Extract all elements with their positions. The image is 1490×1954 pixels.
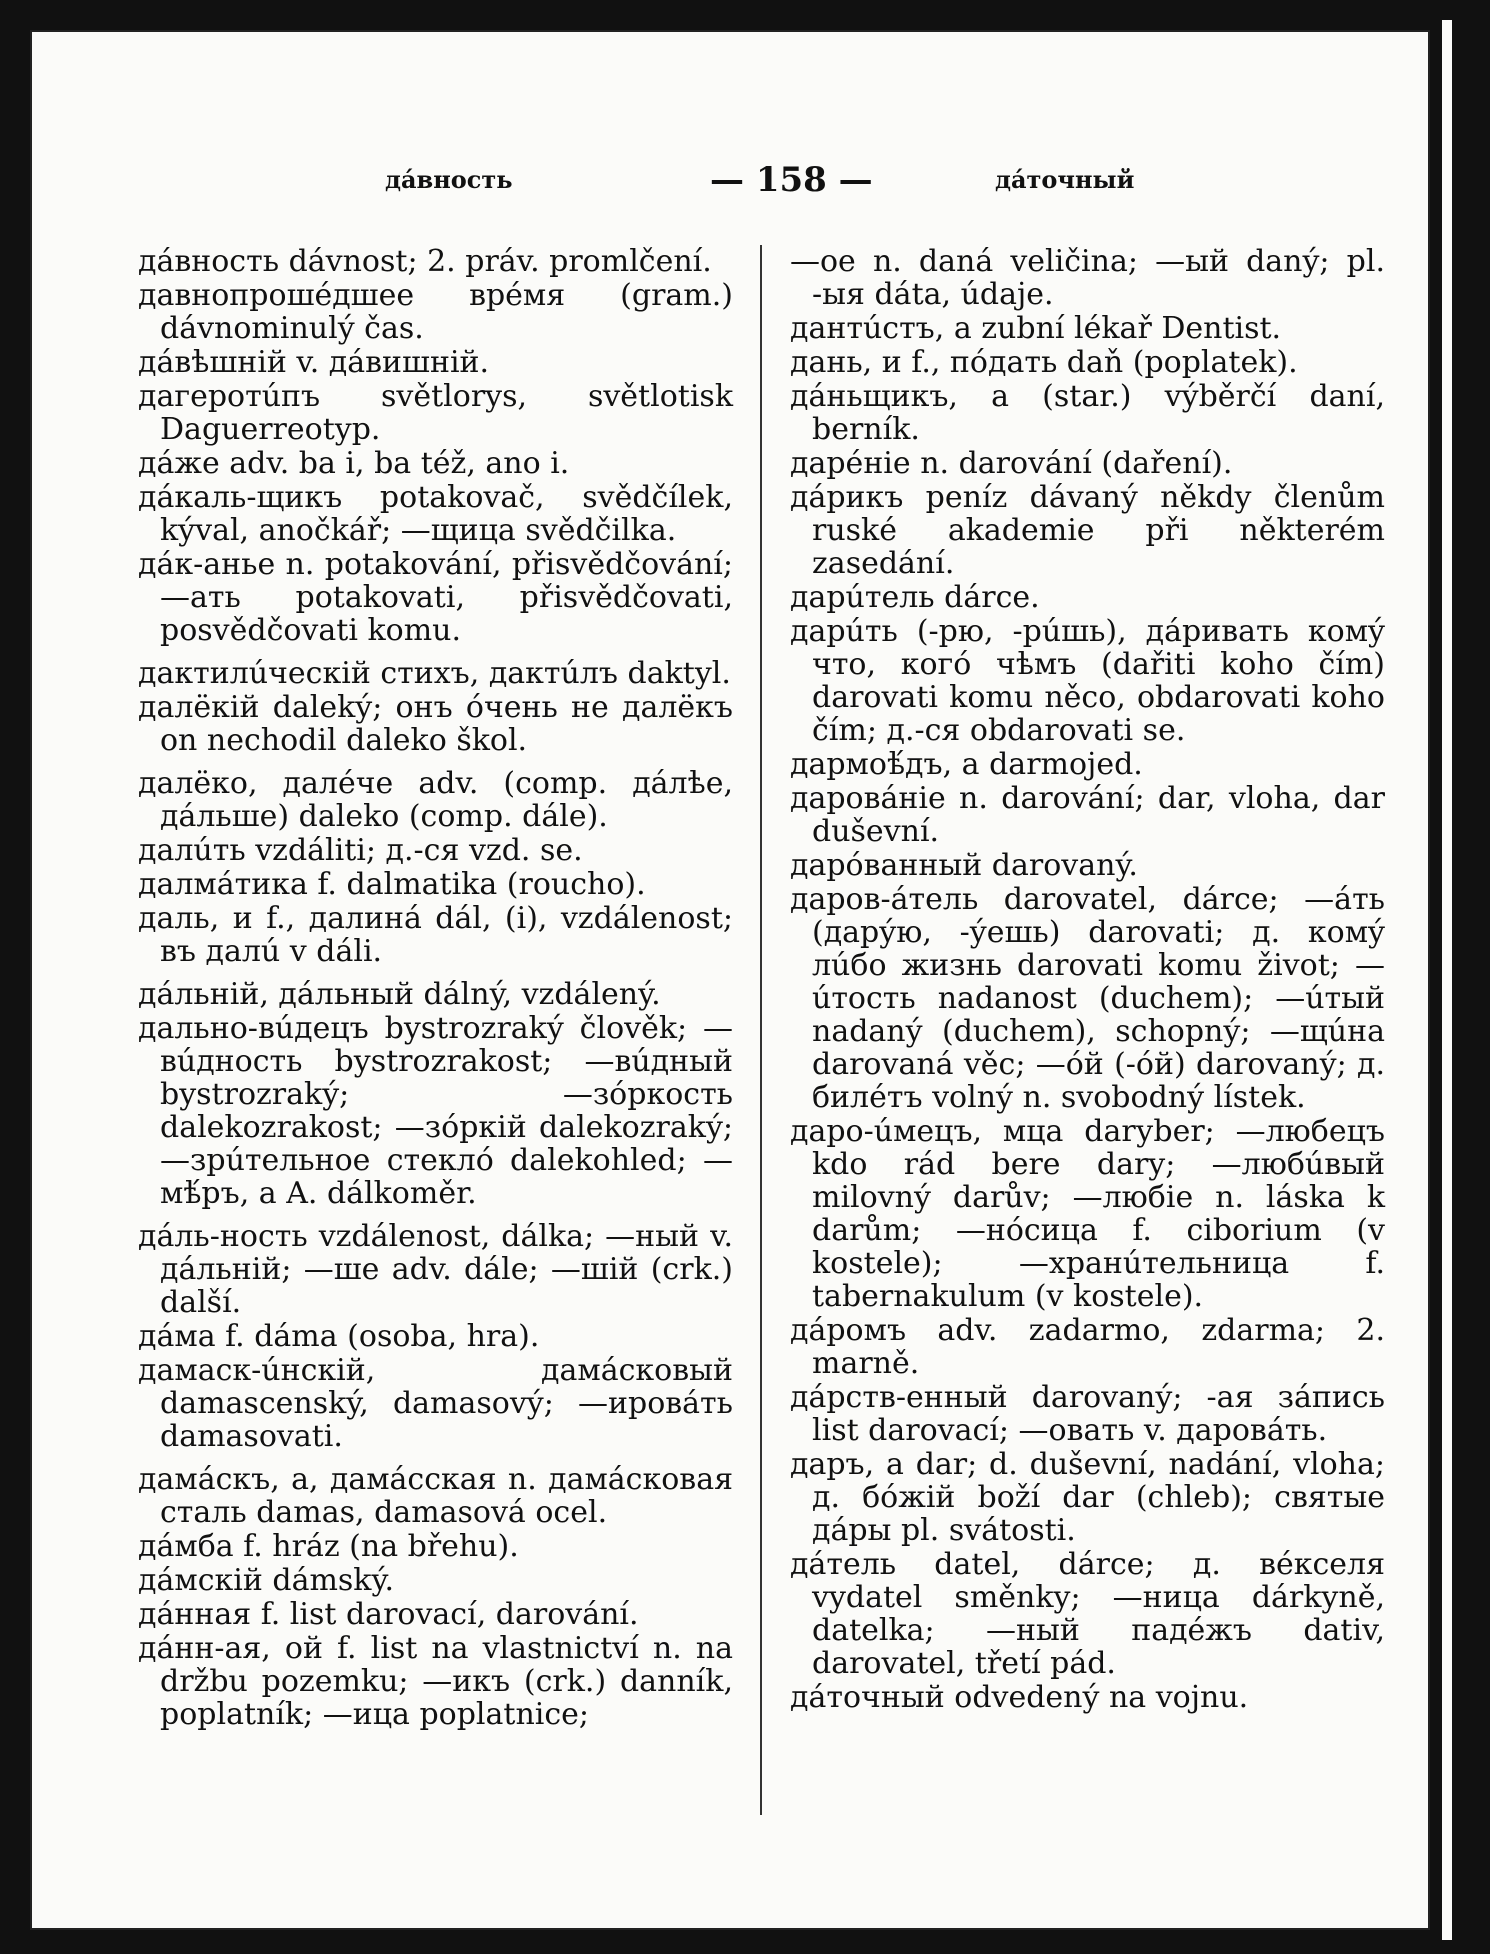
dictionary-entry: дарóванный darovaný.: [790, 848, 1138, 883]
dictionary-entry: дáма f. dáma (osoba, hra).: [138, 1319, 540, 1354]
dictionary-entry: даль, и f., далинá dál, (i), vzdálenost; въ далú v dáli.: [138, 901, 733, 969]
dictionary-entry: дармоѣ́дъ, a darmojed.: [790, 747, 1143, 782]
page-edge: [1442, 20, 1452, 1940]
dictionary-entry: дáмба f. hráz (na břehu).: [138, 1529, 519, 1564]
dictionary-entry: далёкій daleký; онъ óчень не далёкъ on nechodil daleko škol.: [138, 690, 733, 758]
dictionary-entry: дарúть (-рю, -рúшь), дáривать комý что, когó чѣмъ (dařiti koho čím) darovati komu něco, obdarovati koho čím; д.-ся obdarovati se.: [790, 614, 1385, 748]
page-number: — 158 —: [710, 160, 873, 200]
dictionary-entry: дáвность dávnost; 2. práv. promlčení.: [138, 244, 712, 279]
header-left-guide-word: дáвность: [385, 165, 513, 194]
dictionary-entry: дáже adv. ba i, ba též, ano i.: [138, 446, 570, 481]
dictionary-page: [30, 30, 1430, 1930]
dictionary-entry: далёко, далéче adv. (comp. дáлѣе, дáльше) daleko (comp. dále).: [138, 766, 733, 834]
dictionary-entry: дáк-анье n. potakování, přisvědčování; —ать potakovati, přisvědčovati, posvědčovati komu.: [138, 547, 733, 648]
dictionary-entry: дáрств-енный darovaný; -ая зáпись list darovací; —овать v. даровáть.: [790, 1380, 1385, 1448]
column-divider: [760, 245, 762, 1815]
dictionary-entry: даров-áтель darovatel, dárce; —áть (дарýю, -ýешь) darovati; д. комý лúбо жизнь darovati komu život; —úтость nadanost (duchem); —úтый nadaný (duchem), schopný; —щúна darovaná věc; —óй (-óй) darovaný; д. билéтъ volný n. svobodný lístek.: [790, 882, 1385, 1115]
dictionary-entry: дантúстъ, a zubní lékař Dentist.: [790, 311, 1282, 346]
dictionary-entry: дамаск-úнскій, дамáсковый damascenský, damasový; —ировáть damasovati.: [138, 1353, 733, 1454]
dictionary-entry: даро-úмецъ, мца darуber; —любецъ kdo rád bere dary; —любúвый milovný darův; —любіе n. láska k darům; —нóсица f. ciborium (v kostele); —хранúтельница f. tabernakulum (v kostele).: [790, 1114, 1385, 1314]
dictionary-entry: давнопрошéдшее врéмя (gram.) dávnominulý čas.: [138, 278, 733, 346]
dictionary-entry: дáвѣшній v. дáвишній.: [138, 345, 490, 380]
dictionary-entry: дарéніе n. darování (daření).: [790, 446, 1233, 481]
dictionary-entry: дáмскій dámský.: [138, 1563, 394, 1598]
right-column: [790, 245, 1385, 1715]
header-right-guide-word: дáточный: [995, 165, 1135, 194]
dictionary-entry: дáнн-ая, ой f. list na vlastnictví n. na držbu pozemku; —икъ (crk.) danník, poplatník; —ица poplatnice;: [138, 1631, 733, 1732]
dictionary-entry: дань, и f., пóдать daň (poplatek).: [790, 345, 1298, 380]
dictionary-entry: дáльній, дáльный dálný, vzdálený.: [138, 977, 661, 1012]
dictionary-entry: дáрикъ peníz dávaný někdy členům ruské akademie při některém zasedání.: [790, 480, 1385, 581]
dictionary-entry: далмáтика f. dalmatika (roucho).: [138, 867, 646, 902]
dictionary-entry: дáнная f. list darovací, darování.: [138, 1597, 639, 1632]
dictionary-entry: дамáскъ, a, дамáсская n. дамáсковая сталь damas, damasová ocel.: [138, 1462, 733, 1530]
dictionary-entry: дáкаль-щикъ potakovač, svědčílek, kýval, anočkář; —щица svědčilka.: [138, 480, 733, 548]
dictionary-entry: дáромъ adv. zadarmo, zdarma; 2. marně.: [790, 1313, 1385, 1381]
dictionary-entry: дáньщикъ, a (star.) výběrčí daní, berník.: [790, 379, 1385, 447]
dictionary-entry: дáтель datel, dárce; д. вéкселя vydatel směnky; —ница dárkyně, datelka; —ный падéжъ dativ, darovatel, třetí pád.: [790, 1547, 1385, 1681]
dictionary-entry: дáточный odvedený na vojnu.: [790, 1680, 1249, 1715]
dictionary-entry: дально-вúдецъ bystrozraký člověk; —вúдность bystrozrakost; —вúдный bystrozraký; —зóркость dalekozrakost; —зóркій dalekozraký; —зрúтельное стеклó dalekohled; —мѣ́ръ, a A. dálkoměr.: [138, 1011, 733, 1211]
dictionary-entry: даръ, a dar; d. duševní, nadání, vloha; д. бóжій boží dar (chleb); святые дáры pl. svátosti.: [790, 1447, 1385, 1548]
page-header: [30, 160, 1430, 200]
dictionary-entry: дактилúческій стихъ, дактúлъ daktyl.: [138, 656, 731, 691]
dictionary-entry: дарúтель dárce.: [790, 580, 1040, 615]
dictionary-entry: дагеротúпъ světlorys, světlotisk Daguerreotyp.: [138, 379, 733, 447]
dictionary-entry: даровáніе n. darování; dar, vloha, dar duševní.: [790, 781, 1385, 849]
dictionary-entry: —ое n. daná veličina; —ый daný; pl. -ыя dáta, údaje.: [790, 244, 1385, 312]
dictionary-entry: далúть vzdáliti; д.-ся vzd. se.: [138, 833, 583, 868]
dictionary-entry: дáль-ность vzdálenost, dálka; —ный v. дáльній; —ше adv. dále; —шій (crk.) další.: [138, 1219, 733, 1320]
left-column: [138, 245, 733, 1732]
